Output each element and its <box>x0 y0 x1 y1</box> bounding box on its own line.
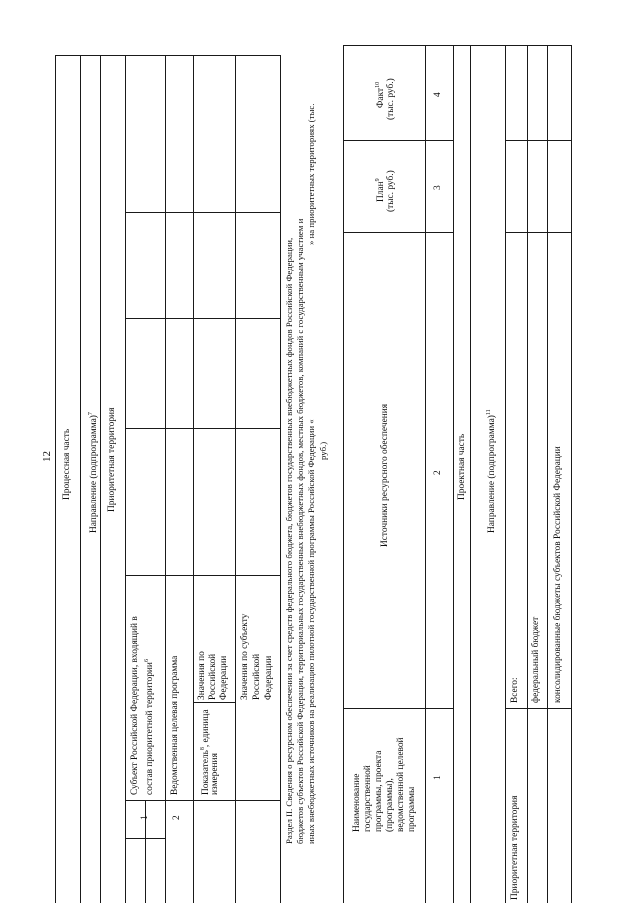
plan-header: План$^9$ <box>375 178 387 202</box>
process-part-title: Процессная часть <box>62 428 72 500</box>
project-part-title: Проектная часть <box>457 433 467 500</box>
program-name-header: программы, проекта <box>374 750 384 832</box>
subject-rf-label: Субъект Российской Федерации, входящий в <box>130 616 140 795</box>
project-territory-label: Приоритетная территория <box>510 795 520 900</box>
section2-heading: » на приоритетных территориях (тыс. <box>306 103 316 245</box>
source-row-label: федеральный бюджет <box>531 616 541 703</box>
column-number: 4 <box>433 92 443 97</box>
target-program-label: Ведомственная целевая программа <box>170 655 180 795</box>
footnote-7: 7 <box>88 412 94 416</box>
row-number: 1 <box>140 815 150 820</box>
indicator-label: измерения <box>210 753 220 795</box>
process-direction-label: Направление (подпрограмма)$^7$ <box>88 412 100 533</box>
program-name-header: Наименование <box>352 773 362 832</box>
process-territory-label: Приоритетная территория <box>107 407 117 512</box>
values-rf-label: Федерации <box>219 655 229 700</box>
section2-heading: бюджетов субъектов Российской Федерации, территориальных государственных внебюджетных фондов, местных бюджетов, компаний с государственным участием и <box>295 218 305 844</box>
project-direction-label: Направление (подпрограмма)$^{11}$ <box>486 409 498 533</box>
row-number: 2 <box>172 815 182 820</box>
column-number: 2 <box>433 470 443 475</box>
values-subject-label: Значения по субъекту <box>240 613 250 700</box>
footnote-11: 11 <box>486 409 492 416</box>
column-number: 3 <box>433 185 443 190</box>
source-row-label: консолидированные бюджеты субъектов Российской Федерации <box>553 446 563 703</box>
footnote-10: 10 <box>375 81 381 88</box>
section2-heading: руб.) <box>318 441 328 460</box>
plan-header: (тыс. руб.) <box>386 170 396 212</box>
values-subject-label: Федерации <box>264 655 274 700</box>
column-number: 1 <box>433 775 443 780</box>
fact-header: Факт$^{10}$ <box>375 81 387 108</box>
section2-heading: Раздел II. Сведения о ресурсном обеспечении за счет средств федерального бюджета, бюджетов государственных внебюджетных фондов Российской Федерации, <box>284 237 294 844</box>
funding-sources-header: Источники ресурсного обеспечения <box>380 403 390 547</box>
footnote-8: 8 <box>200 747 206 751</box>
values-rf-label: Значения по <box>197 651 207 700</box>
values-subject-label: Российской <box>252 653 262 700</box>
fact-header: (тыс. руб.) <box>386 78 396 120</box>
program-name-header: (программы), <box>385 778 395 832</box>
source-row-label: Всего: <box>510 677 520 703</box>
page-number: 12 <box>41 451 53 462</box>
values-rf-label: Российской <box>208 653 218 700</box>
program-name-header: программы <box>407 786 417 832</box>
footnote-9: 9 <box>375 178 381 182</box>
indicator-label: Показатель$^8$, единица <box>200 709 212 795</box>
footnote-6: 6 <box>144 659 150 663</box>
section2-heading: иных внебюджетных источников на реализацию пилотной государственной программы Российской Федерации « <box>306 419 316 844</box>
program-name-header: государственной <box>363 765 373 832</box>
program-name-header: ведомственной целевой <box>396 737 406 832</box>
subject-rf-label: состав приоритетной территории$^6$ <box>144 659 156 795</box>
